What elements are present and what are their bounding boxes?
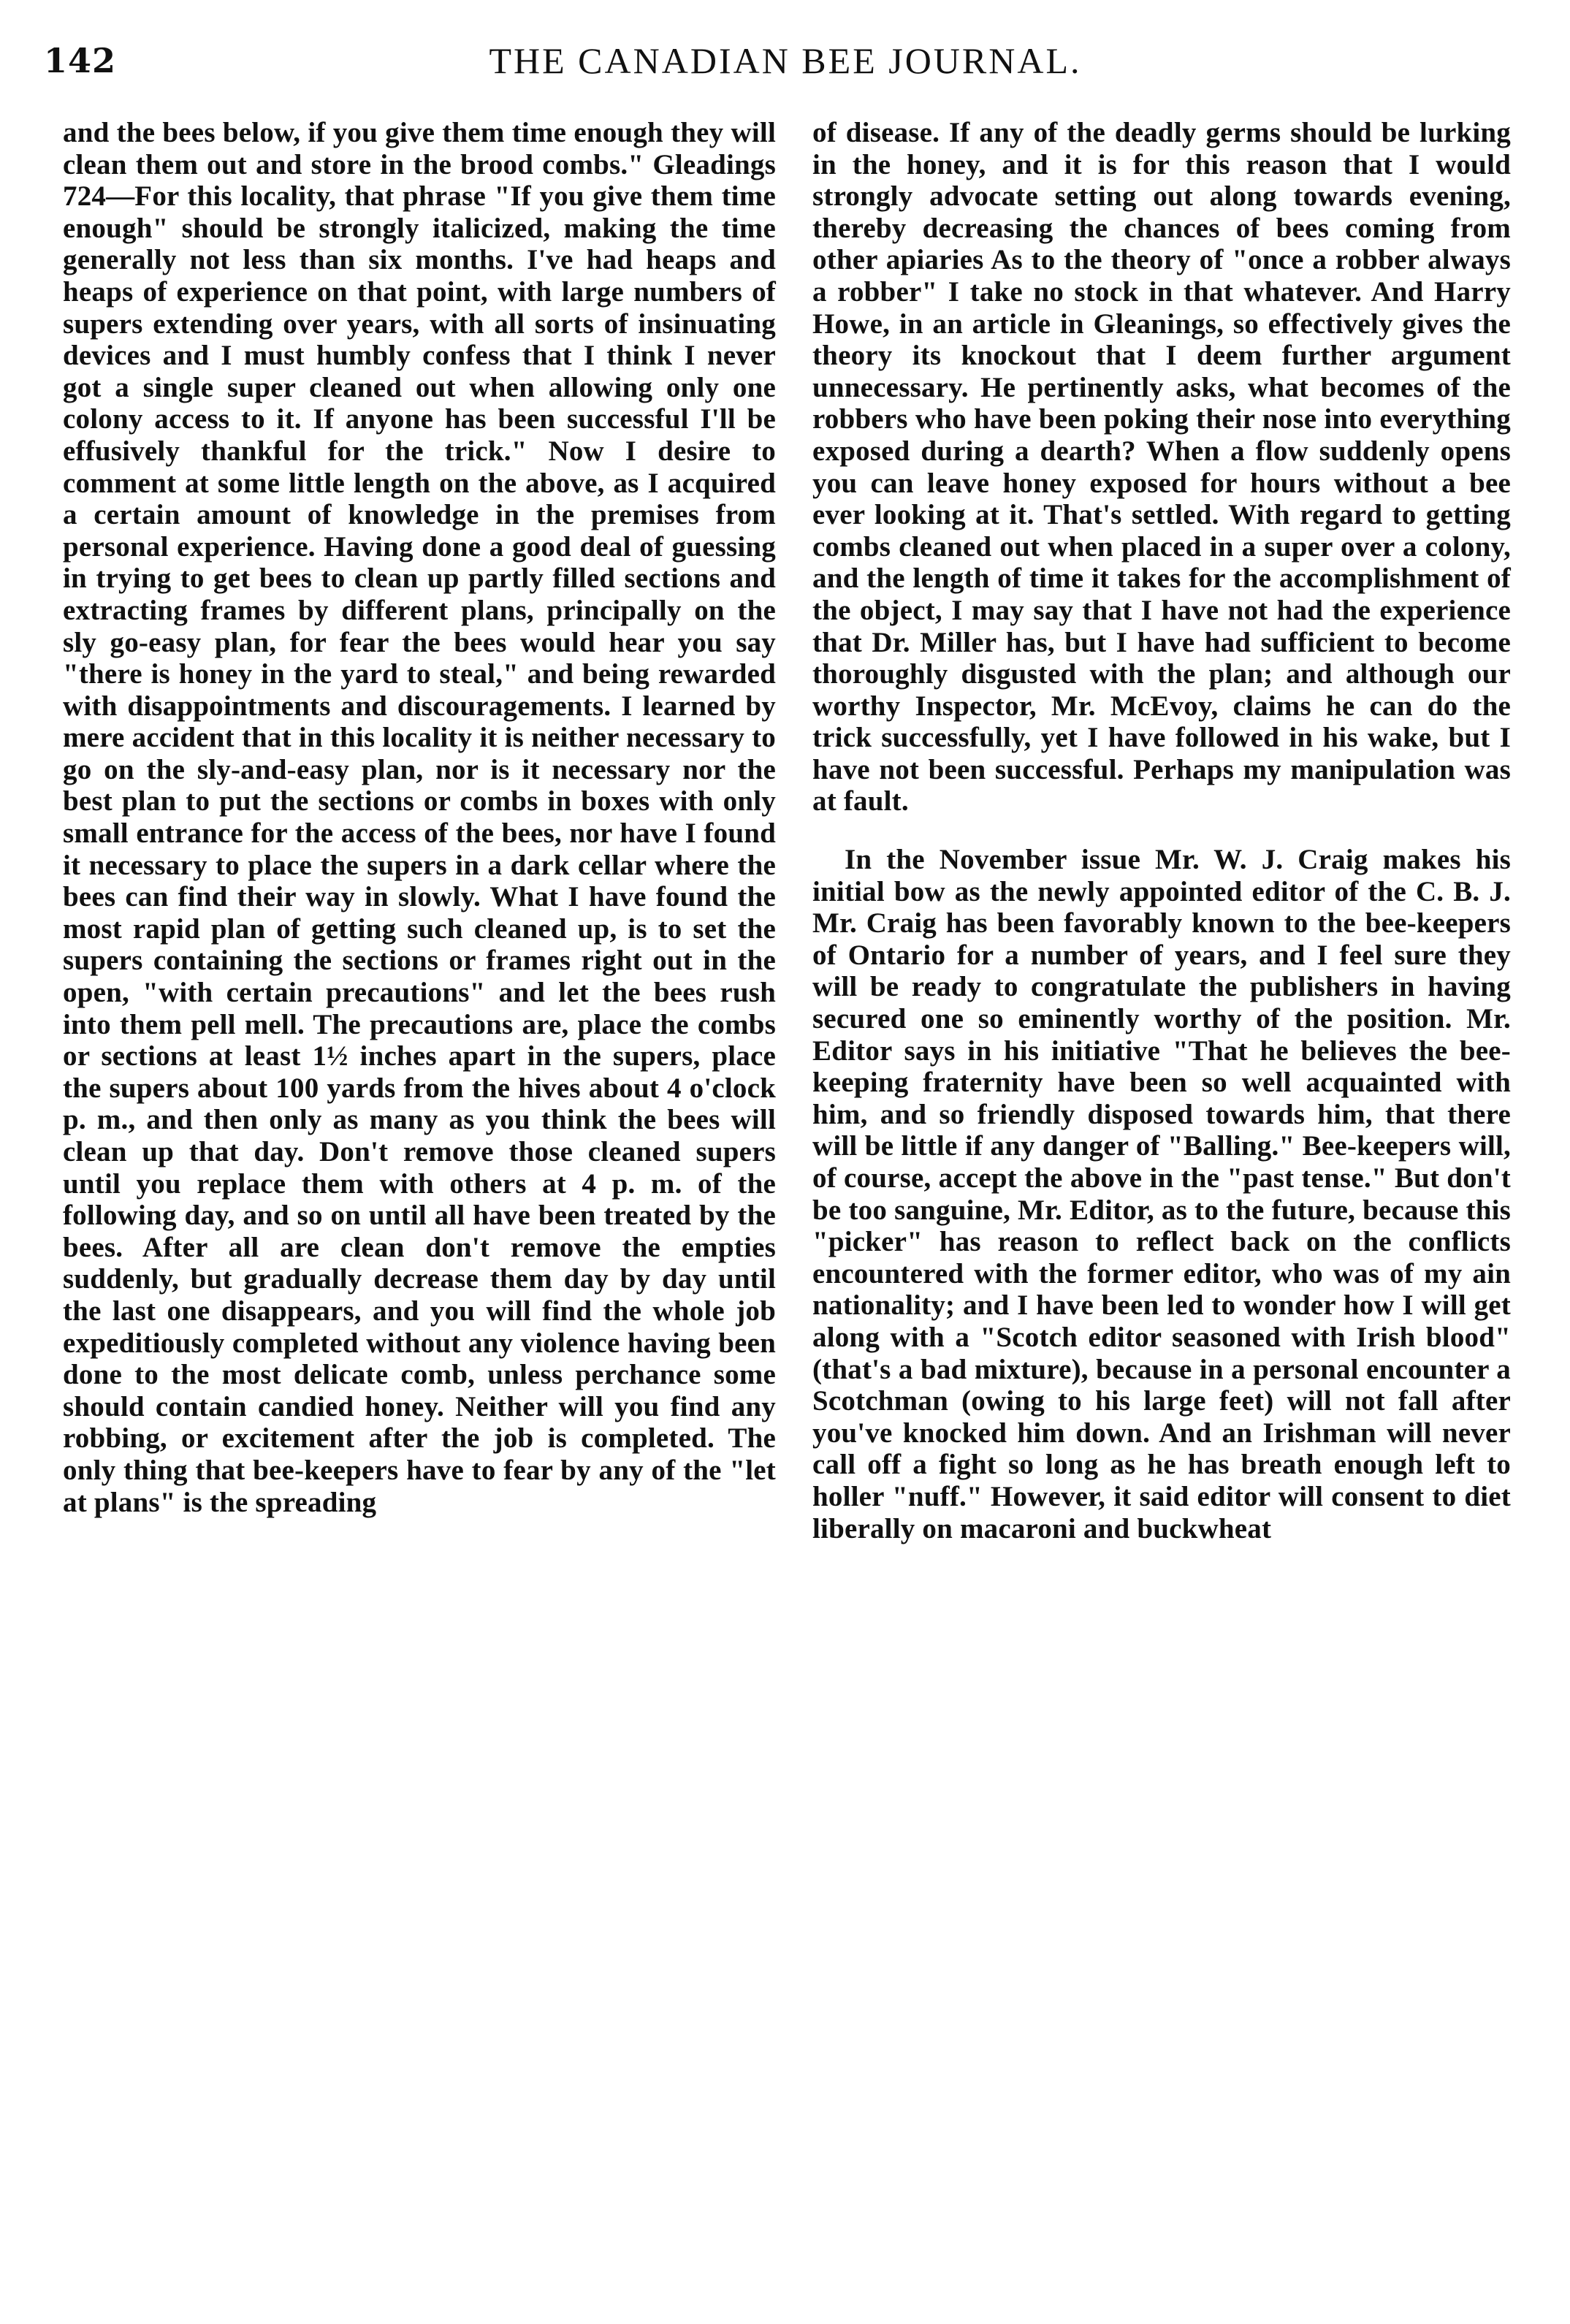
left-column xyxy=(63,117,776,1518)
right-column-paragraph-1: of disease. If any of the deadly germs should be lurking in the honey, and it is for this reason that I would strongly advocate setting out along towards evening, thereby decreasing the chances of bees coming from other apiaries As to the theory of "once a robber always a robber" I take no stock in that whatever. And Harry Howe, in an article in Gleanings, so effectively gives the theory its knockout that I deem further argument unnecessary. He pertinently asks, what becomes of the robbers who have been poking their nose into everything exposed during a dearth? When a flow suddenly opens you can leave honey exposed for hours without a bee ever looking at it. That's settled. With regard to getting combs cleaned out when placed in a super over a colony, and the length of time it takes for the accomplishment of the object, I may say that I have not had the experience that Dr. Miller has, but I have had sufficient to become thoroughly disgusted with the plan; and although our worthy Inspector, Mr. McEvoy, claims he can do the trick successfully, yet I have followed in his wake, but I have not been successful. Perhaps my manipulation was at fault. xyxy=(812,117,1511,818)
right-column-paragraph-2: In the November issue Mr. W. J. Craig makes his initial bow as the newly appointed editor of the C. B. J. Mr. Craig has been favorably known to the bee-keepers of Ontario for a number of years, and I feel sure they will be ready to congratulate the publishers in having secured one so eminently worthy of the position. Mr. Editor says in his initiative "That he believes the bee-keeping fraternity have been so well acquainted with him, and so friendly disposed towards him, that there will be little if any danger of "Balling." Bee-keepers will, of course, accept the above in the "past tense." But don't be too sanguine, Mr. Editor, as to the future, because this "picker" has reason to reflect back on the conflicts encountered with the former editor, who was of my ain nationality; and I have been led to wonder how I will get along with a "Scotch editor seasoned with Irish blood" (that's a bad mixture), because in a personal encounter a Scotchman (owing to his large feet) will not fall after you've knocked him down. And an Irishman will never call off a fight so long as he has breath enough left to holler "nuff." However, it said editor will consent to diet liberally on macaroni and buckwheat xyxy=(812,844,1511,1544)
journal-title: THE CANADIAN BEE JOURNAL. xyxy=(489,40,1082,81)
page-number: 142 xyxy=(44,41,117,80)
right-column xyxy=(812,117,1511,1544)
left-column-text: and the bees below, if you give them time enough they will clean them out and store in the brood combs." Gleadings 724—For this locality, that phrase "If you give them time enough" should be strongly italicized, making the time generally not less than six months. I've had heaps and heaps of experience on that point, with large numbers of supers extending over years, with all sorts of insinuating devices and I must humbly confess that I think I never got a single super cleaned out when allowing only one colony access to it. If anyone has been successful I'll be effusively thankful for the trick." Now I desire to comment at some little length on the above, as I acquired a certain amount of knowledge in the premises from personal experience. Having done a good deal of guessing in trying to get bees to clean up partly filled sections and extracting frames by different plans, principally on the sly go-easy plan, for fear the bees would hear you say "there is honey in the yard to steal," and being rewarded with disappointments and discouragements. I learned by mere accident that in this locality it is neither necessary to go on the sly-and-easy plan, nor is it necessary nor the best plan to put the sections or combs in boxes with only small entrance for the access of the bees, nor have I found it necessary to place the supers in a dark cellar where the bees can find their way in slowly. What I have found the most rapid plan of getting such cleaned up, is to set the supers containing the sections or frames right out in the open, "with certain precautions" and let the bees rush into them pell mell. The precautions are, place the combs or sections at least 1½ inches apart in the supers, place the supers about 100 yards from the hives about 4 o'clock p. m., and then only as many as you think the bees will clean up that day. Don't remove those cleaned supers until you replace them with others at 4 p. m. of the following day, and so on until all have been treated by the bees. After all are clean don't remove the empties suddenly, but gradually decrease them day by day until the last one disappears, and you will find the whole job expeditiously completed without any violence having been done to the most delicate comb, unless perchance some should contain candied honey. Neither will you find any robbing, or excitement after the job is completed. The only thing that bee-keepers have to fear by any of the "let at plans" is the spreading xyxy=(63,117,776,1518)
page-header xyxy=(44,35,1527,86)
